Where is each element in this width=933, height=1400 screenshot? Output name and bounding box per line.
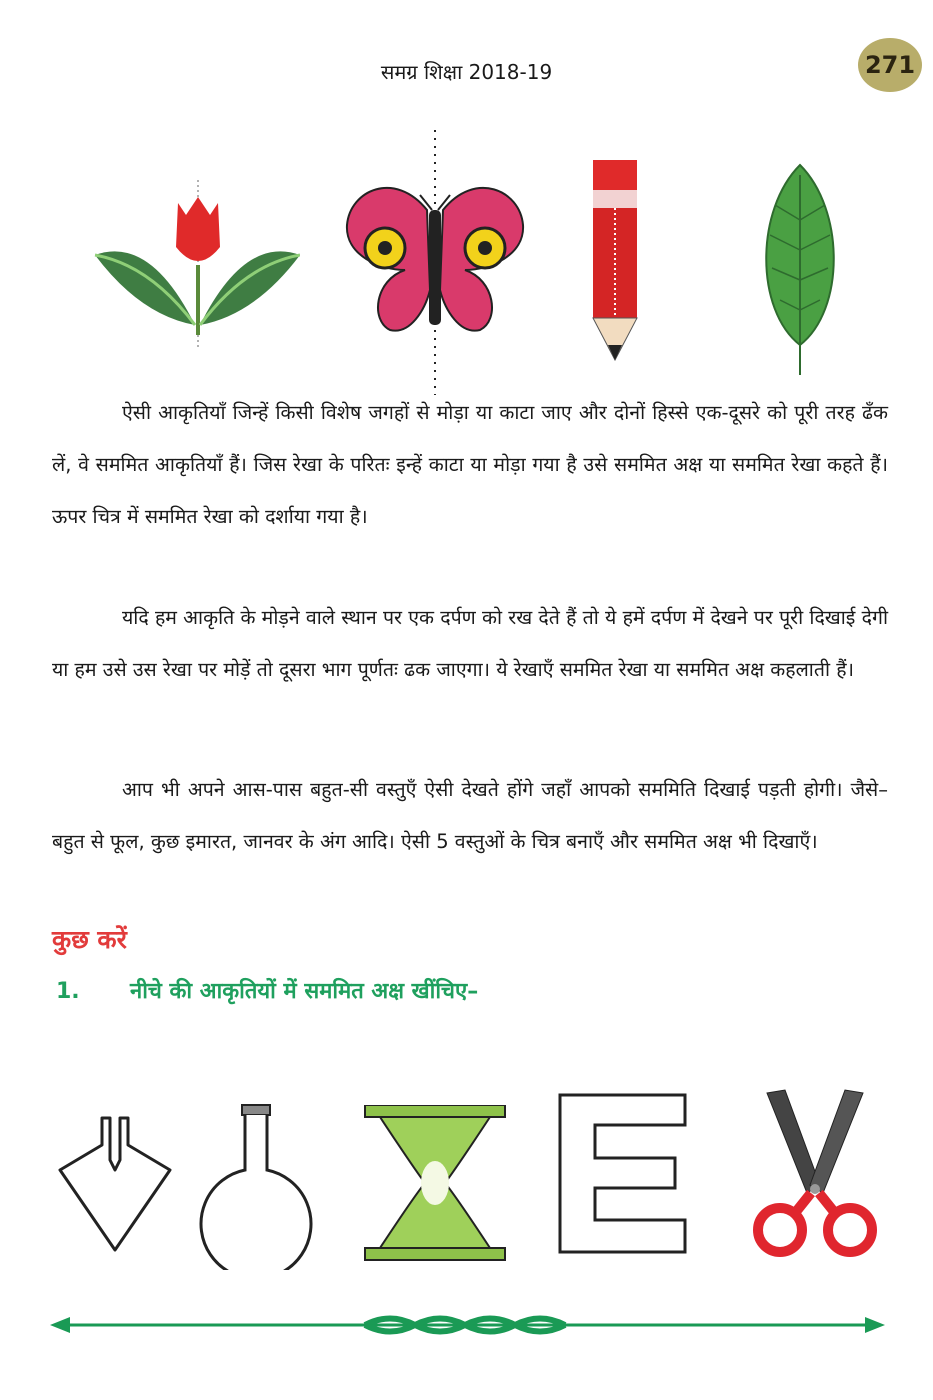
tulip-icon — [90, 175, 300, 395]
letter-e-icon — [555, 1090, 695, 1260]
scissors-icon — [745, 1085, 885, 1260]
page-header: समग्र शिक्षा 2018-19 — [380, 60, 553, 84]
paragraph-symmetry-definition: ऐसी आकृतियाँ जिन्हें किसी विशेष जगहों से मोड़ा या काटा जाए और दोनों हिस्से एक-दूसरे को पूरी तरह ढँक लें, वे सममित आकृतियाँ हैं। जिस रेखा के परितः इन्हें काटा या मोड़ा गया है उसे सममित अक्ष या सममित रेखा कहते हैं। ऊपर चित्र में सममित रेखा को दर्शाया गया है। — [52, 401, 888, 528]
paragraph-activity-prompt: आप भी अपने आस-पास बहुत-सी वस्तुएँ ऐसी देखते होंगे जहाँ आपको सममिति दिखाई पड़ती होगी। जैसे– बहुत से फूल, कुछ इमारत, जानवर के अंग आदि। ऐसी 5 वस्तुओं के चित्र बनाएँ और सममित अक्ष भी दिखाएँ। — [52, 778, 888, 853]
leaf-icon — [750, 160, 850, 380]
hourglass-icon — [360, 1105, 510, 1265]
question-number: 1. — [56, 979, 80, 1004]
question-text: नीचे की आकृतियों में सममित अक्ष खींचिए– — [130, 979, 479, 1004]
trowel-icon — [50, 1115, 180, 1285]
activity-title: कुछ करें — [52, 925, 127, 954]
symmetric-figures-row — [80, 130, 860, 395]
flask-icon — [195, 1100, 325, 1270]
pencil-icon — [585, 155, 645, 365]
divider-ornament — [50, 1300, 885, 1350]
page-number-badge: 271 — [858, 38, 922, 92]
butterfly-icon — [335, 130, 535, 395]
paragraph-mirror: यदि हम आकृति के मोड़ने वाले स्थान पर एक दर्पण को रख देते हैं तो ये हमें दर्पण में देखने पर पूरी दिखाई देगी या हम उसे उस रेखा पर मोड़ें तो दूसरा भाग पूर्णतः ढक जाएगा। ये रेखाएँ सममित रेखा या सममित अक्ष कहलाती हैं। — [52, 606, 888, 681]
exercise-figures-row — [45, 1085, 905, 1265]
question-1 — [56, 975, 478, 1005]
